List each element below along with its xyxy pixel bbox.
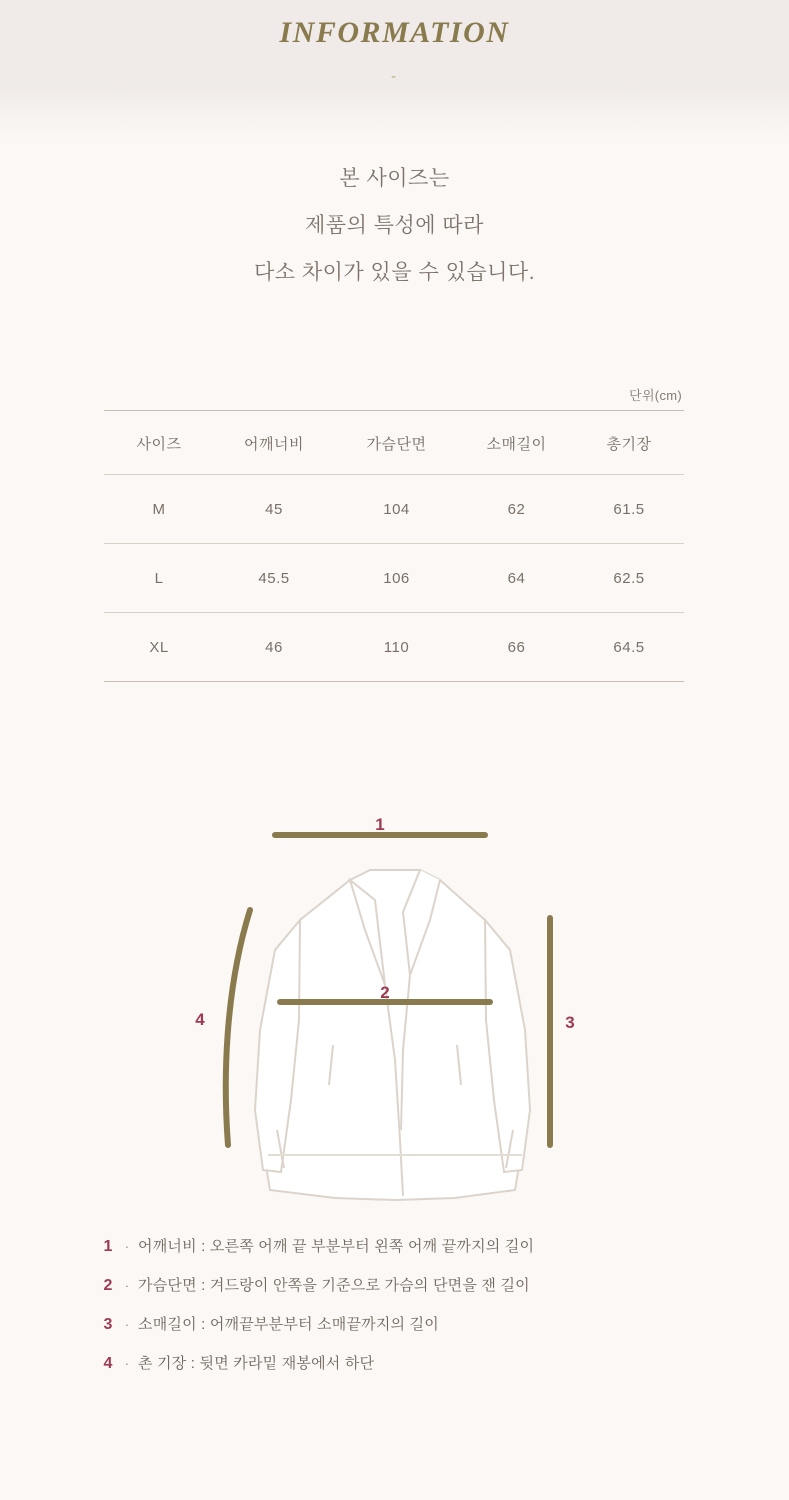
cell-length: 64.5 — [574, 613, 684, 682]
cell-sleeve: 64 — [459, 544, 574, 613]
size-table — [104, 410, 684, 682]
bullet-icon: · — [124, 1356, 130, 1371]
title-divider-dash: - — [391, 68, 398, 85]
cell-shoulder: 45 — [214, 475, 334, 544]
legend-number: 2 — [103, 1277, 113, 1294]
table-header-row — [104, 411, 684, 475]
marker-1-label: 1 — [374, 815, 385, 834]
cell-chest: 104 — [334, 475, 459, 544]
legend-number: 4 — [103, 1355, 113, 1372]
marker-4-label: 4 — [194, 1010, 205, 1029]
measurement-diagram — [0, 800, 789, 1230]
marker-3-label: 3 — [564, 1013, 575, 1032]
intro-text — [0, 155, 789, 296]
cell-size: L — [104, 544, 214, 613]
bullet-icon: · — [124, 1278, 130, 1293]
size-table-body — [104, 475, 684, 682]
intro-line-1: 본 사이즈는 — [339, 167, 450, 190]
cell-sleeve: 66 — [459, 613, 574, 682]
column-header-length: 총기장 — [574, 411, 684, 475]
column-header-chest: 가슴단면 — [334, 411, 459, 475]
unit-label: 단위(cm) — [629, 388, 682, 403]
table-row — [104, 544, 684, 613]
bullet-icon: · — [124, 1239, 130, 1254]
intro-line-3: 다소 차이가 있을 수 있습니다. — [253, 261, 536, 284]
legend-text: 가슴단면 : 겨드랑이 안쪽을 기준으로 가슴의 단면을 잰 길이 — [138, 1277, 530, 1294]
cell-chest: 110 — [334, 613, 459, 682]
table-row — [104, 475, 684, 544]
cell-sleeve: 62 — [459, 475, 574, 544]
column-header-shoulder: 어깨너비 — [214, 411, 334, 475]
cell-size: M — [104, 475, 214, 544]
size-table-head — [104, 411, 684, 475]
page-title: INFORMATION — [279, 16, 510, 49]
column-header-sleeve: 소매길이 — [459, 411, 574, 475]
cell-shoulder: 46 — [214, 613, 334, 682]
marker-2-label: 2 — [379, 983, 390, 1002]
legend-number: 3 — [103, 1316, 113, 1333]
legend-text: 어깨너비 : 오른쪽 어깨 끝 부분부터 왼쪽 어깨 끝까지의 길이 — [138, 1238, 535, 1255]
intro-line-2: 제품의 특성에 따라 — [305, 214, 484, 237]
list-item — [100, 1352, 720, 1373]
cell-shoulder: 45.5 — [214, 544, 334, 613]
column-header-size: 사이즈 — [104, 411, 214, 475]
cell-chest: 106 — [334, 544, 459, 613]
table-row — [104, 613, 684, 682]
legend-list — [100, 1235, 720, 1391]
measure-line-total-length — [225, 910, 249, 1145]
size-table-section — [104, 385, 684, 682]
bullet-icon: · — [124, 1317, 130, 1332]
list-item — [100, 1274, 720, 1295]
legend-text: 촌 기장 : 뒷면 카라밑 재봉에서 하단 — [138, 1355, 375, 1372]
cell-size: XL — [104, 613, 214, 682]
legend-text: 소매길이 : 어깨끝부분부터 소매끝까지의 길이 — [138, 1316, 439, 1333]
list-item — [100, 1313, 720, 1334]
page-header — [0, 0, 789, 110]
jacket-illustration — [255, 870, 530, 1200]
cell-length: 62.5 — [574, 544, 684, 613]
cell-length: 61.5 — [574, 475, 684, 544]
list-item — [100, 1235, 720, 1256]
legend-number: 1 — [103, 1238, 113, 1255]
